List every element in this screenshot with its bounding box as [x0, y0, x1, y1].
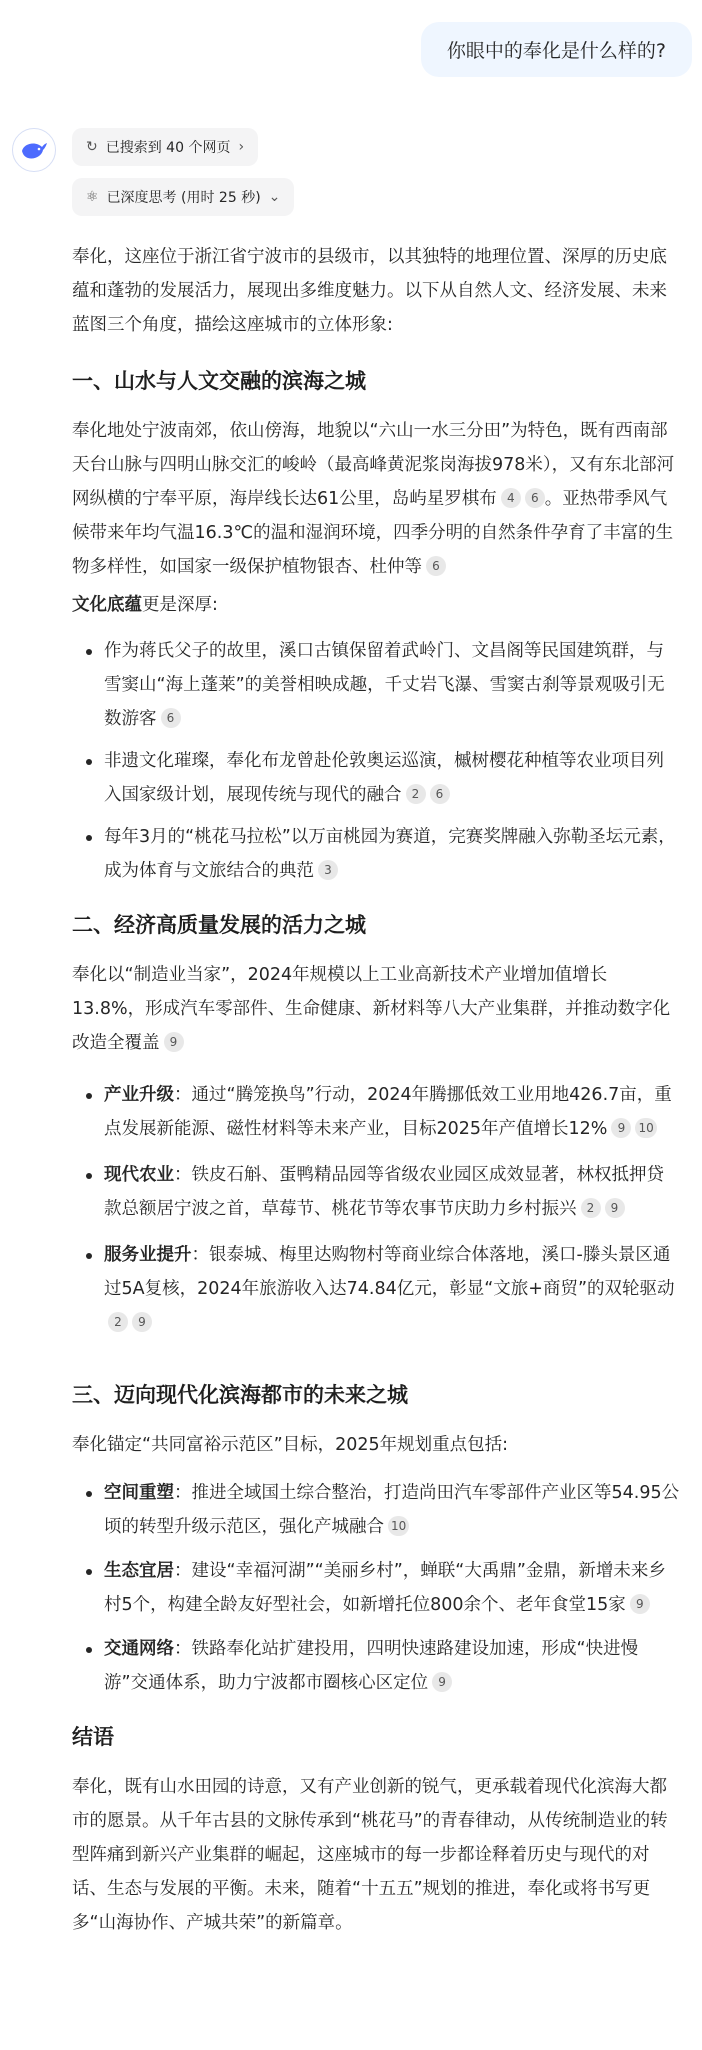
citation-badge[interactable]: 2 — [108, 1312, 128, 1332]
section-2-text: 奉化以“制造业当家”，2024年规模以上工业高新技术产业增加值增长13.8%，形成汽车零部件、生命健康、新材料等八大产业集群，并推动数字化改造全覆盖 — [72, 965, 671, 1053]
section-1-text-b: 。亚热带季风气候带来年均气温16.3℃的温和湿润环境，四季分明的自然条件孕育了丰富的生物多样性，如国家一级保护植物银杏、杜仲等 — [72, 489, 674, 577]
conclusion-paragraph: 奉化，既有山水田园的诗意，又有产业创新的锐气，更承载着现代化滨海大都市的愿景。从千年古县的文脉传承到“桃花马”的青春律动，从传统制造业的转型阵痛到新兴产业集群的崛起，这座城市的每一步都诠释着历史与现代的对话、生态与发展的平衡。未来，随着“十五五”规划的推进，奉化或将书写更多“山海协作、产城共荣”的新篇章。 — [72, 1777, 668, 1933]
citation-badge[interactable]: 6 — [525, 488, 545, 508]
list-item-text: ：通过“腾笼换鸟”行动，2024年腾挪低效工业用地426.7亩，重点发展新能源、磁性材料等未来产业，目标2025年产值增长12% — [104, 1085, 672, 1139]
list-item-bold: 产业升级 — [104, 1085, 174, 1105]
search-results-label: 已搜索到 40 个网页 — [105, 140, 231, 156]
citation-badge[interactable]: 3 — [318, 860, 338, 880]
citation-badge[interactable]: 10 — [635, 1118, 656, 1138]
deep-think-chip[interactable] — [72, 178, 294, 216]
list-item-text: ：铁路奉化站扩建投用，四明快速路建设加速，形成“快进慢游”交通体系，助力宁波都市圈核心区定位 — [104, 1639, 639, 1693]
list-item-bold: 交通网络 — [104, 1639, 174, 1659]
citation-badge[interactable]: 2 — [406, 784, 426, 804]
citation-badge[interactable]: 2 — [581, 1198, 601, 1218]
section-3-paragraph: 奉化锚定“共同富裕示范区”目标，2025年规划重点包括: — [72, 1435, 509, 1455]
search-refresh-icon: ↻ — [86, 139, 98, 155]
citation-badge[interactable]: 9 — [605, 1198, 625, 1218]
assistant-avatar — [12, 128, 56, 172]
citation-badge[interactable]: 9 — [630, 1594, 650, 1614]
citation-badge[interactable]: 9 — [132, 1312, 152, 1332]
culture-rest-label: 更是深厚: — [142, 595, 218, 615]
list-item-text: ：银泰城、梅里达购物村等商业综合体落地，溪口-滕头景区通过5A复核，2024年旅游收入达74.84亿元，彰显“文旅+商贸”的双轮驱动 — [104, 1245, 675, 1299]
list-item-text: 每年3月的“桃花马拉松”以万亩桃园为赛道，完赛奖牌融入弥勒圣坛元素，成为体育与文旅结合的典范 — [104, 827, 676, 881]
list-item-bold: 空间重塑 — [104, 1483, 174, 1503]
section-3-title: 三、迈向现代化滨海都市的未来之城 — [72, 1383, 408, 1407]
list-item-text: 作为蒋氏父子的故里，溪口古镇保留着武岭门、文昌阁等民国建筑群，与雪窦山“海上蓬莱”的美誉相映成趣，千丈岩飞瀑、雪窦古刹等景观吸引无数游客 — [104, 641, 665, 729]
citation-badge[interactable]: 10 — [388, 1516, 409, 1536]
culture-heading-line — [72, 588, 680, 622]
deep-think-label: 已深度思考 (用时 25 秒) — [106, 190, 261, 206]
culture-list — [72, 634, 680, 888]
intro-paragraph: 奉化，这座位于浙江省宁波市的县级市，以其独特的地理位置、深厚的历史底蕴和蓬勃的发展活力，展现出多维度魅力。以下从自然人文、经济发展、未来蓝图三个角度，描绘这座城市的立体形象: — [72, 247, 667, 335]
list-item — [72, 1476, 680, 1544]
chevron-down-icon: ⌄ — [268, 189, 281, 205]
section-2-paragraph — [72, 958, 680, 1060]
list-item — [72, 1632, 680, 1700]
conclusion-title: 结语 — [72, 1725, 114, 1749]
user-message-text: 你眼中的奉化是什么样的? — [446, 40, 666, 62]
section-1-text-a: 奉化地处宁波南郊，依山傍海，地貌以“六山一水三分田”为特色，既有西南部天台山脉与四明山脉交汇的峻岭（最高峰黄泥浆岗海拔978米），又有东北部河网纵横的宁奉平原，海岸线长达61公里，岛屿星罗棋布 — [72, 421, 675, 509]
citation-badge[interactable]: 6 — [161, 708, 181, 728]
economy-list — [72, 1078, 680, 1340]
list-item — [72, 634, 680, 736]
citation-badge[interactable]: 6 — [426, 556, 446, 576]
list-item-text: 非遗文化璀璨，奉化布龙曾赴伦敦奥运巡演，槭树樱花种植等农业项目列入国家级计划，展现传统与现代的融合 — [104, 751, 664, 805]
list-item-bold: 现代农业 — [104, 1165, 174, 1185]
citation-badge[interactable]: 9 — [432, 1672, 452, 1692]
section-1-title: 一、山水与人文交融的滨海之城 — [72, 369, 366, 393]
list-item — [72, 1238, 680, 1340]
list-item-text: ：推进全域国土综合整治，打造尚田汽车零部件产业区等54.95公顷的转型升级示范区，强化产城融合 — [104, 1483, 680, 1537]
list-item — [72, 1078, 680, 1146]
culture-bold-label: 文化底蕴 — [72, 595, 142, 615]
list-item-bold: 服务业提升 — [104, 1245, 192, 1265]
citation-badge[interactable]: 6 — [430, 784, 450, 804]
list-item-bold: 生态宜居 — [104, 1561, 174, 1581]
search-results-chip[interactable] — [72, 128, 258, 166]
future-list — [72, 1476, 680, 1700]
list-item — [72, 744, 680, 812]
assistant-answer — [72, 240, 680, 1940]
citation-badge[interactable]: 9 — [164, 1032, 184, 1052]
whale-logo-icon — [20, 139, 48, 161]
section-2-title: 二、经济高质量发展的活力之城 — [72, 913, 366, 937]
list-item-text: ：铁皮石斛、蛋鸭精品园等省级农业园区成效显著，林权抵押贷款总额居宁波之首，草莓节、桃花节等农事节庆助力乡村振兴 — [104, 1165, 664, 1219]
section-1-paragraph — [72, 414, 680, 584]
user-message-bubble — [421, 22, 692, 77]
citation-badge[interactable]: 4 — [501, 488, 521, 508]
list-item-text: ：建设“幸福河湖”“美丽乡村”，蝉联“大禹鼎”金鼎，新增未来乡村5个，构建全龄友好型社会，如新增托位800余个、老年食堂15家 — [104, 1561, 666, 1615]
list-item — [72, 820, 680, 888]
atom-icon: ⚛ — [86, 189, 99, 205]
list-item — [72, 1158, 680, 1226]
list-item — [72, 1554, 680, 1622]
chevron-right-icon: › — [238, 139, 245, 155]
citation-badge[interactable]: 9 — [611, 1118, 631, 1138]
